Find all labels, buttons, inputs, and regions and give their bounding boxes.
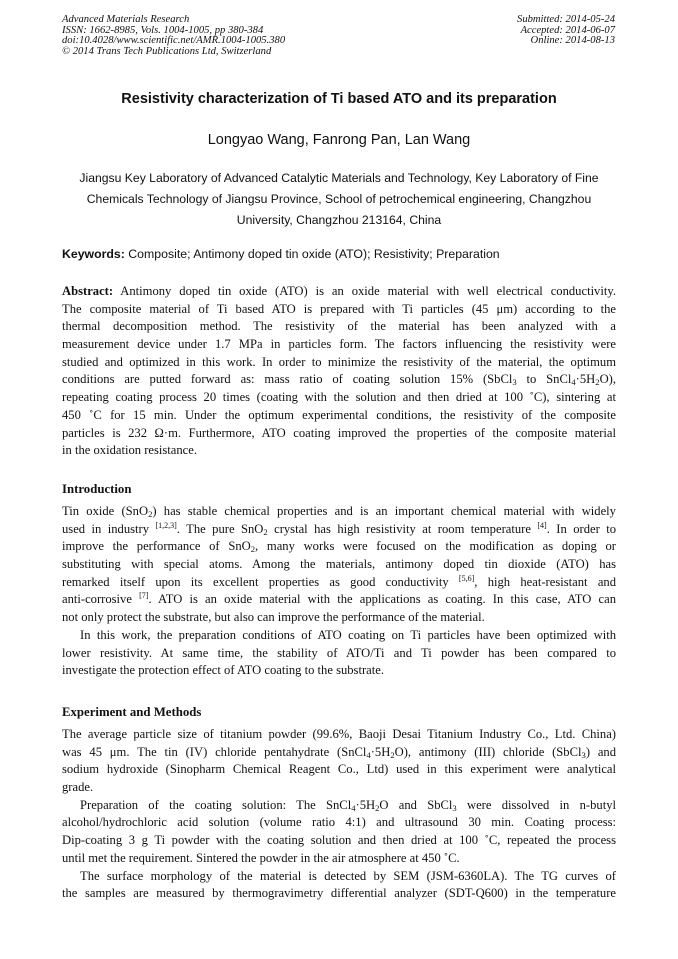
intro-line: remarked itself upon its excellent properties as good conductivity [5,6], high heat-resistant and [62,573,616,589]
section-heading-methods: Experiment and Methods [62,705,202,719]
abstract-line: particles is 232 Ω·m. Furthermore, ATO coating improved the properties of the composite material [62,425,616,440]
intro-line: not only protect the substrate, but also can improve the performance of the material. [62,610,485,625]
intro-line: substituting with special atoms. Among the materials, antimony doped tin dioxide (ATO) has [62,557,616,572]
dates-info [517,15,615,47]
submitted-date: Submitted: 2014-05-24 [517,14,615,25]
methods-line: The average particle size of titanium powder (99.6%, Baoji Desai Titanium Industry Co., Ltd. China) [62,727,616,741]
abstract-line: The composite material of Ti based ATO is prepared with Ti particles (45 μm) according to the [62,301,616,316]
methods-line: The surface morphology of the material is detected by SEM (JSM-6360LA). The TG curves of [80,868,616,883]
abstract-line: conditions are putted forward as: mass ratio of coating solution 15% (SbCl$_3$ to $SnCl_4\cdot 5H_2O$), [62,372,616,388]
affiliation-line: Chemicals Technology of Jiangsu Province, School of petrochemical engineering, Changzhou [86,192,592,206]
abstract-line: measurement device under 1.7 MPa in particles form. The factors influencing the resistivity were [62,337,616,352]
methods-line: Preparation of the coating solution: The $SnCl_4\cdot 5H_2O$ and SbCl$_3$ were dissolved in n-butyl [80,797,616,813]
intro-line: anti-corrosive [7]. ATO is an oxide material with the applications as coating. In this case, ATO can [62,591,616,607]
intro-line: investigate the protection effect of ATO coating to the substrate. [62,663,384,678]
section-heading-introduction: Introduction [62,482,132,496]
abstract-line: Abstract: Antimony doped tin oxide (ATO) is an oxide material with well electrical conductivity. [62,284,616,298]
abstract-line: 450 ˚C for 15 min. Under the optimum experimental conditions, the resistivity of the composite [62,407,616,422]
methods-line: grade. [62,780,94,795]
methods-line: alcohol/hydrochloric acid solution (volume ratio 4:1) and ultrasound 30 min. Coating process: [62,815,616,830]
abstract-label: Abstract: [62,284,114,298]
journal-info [62,15,285,57]
abstract-line: in the oxidation resistance. [62,443,197,458]
affiliation-line: Jiangsu Key Laboratory of Advanced Catalytic Materials and Technology, Key Laboratory of Fine [79,171,599,185]
introduction-body [62,503,616,680]
issn-line: ISSN: 1662-8985, Vols. 1004-1005, pp 380-384 [62,24,264,36]
methods-line: Dip-coating 3 g Ti powder with the coating solution and then dried at 100 ˚C, repeated the process [62,833,616,848]
methods-line: sodium hydroxide (Sinopharm Chemical Reagent Co., Ltd) used in this experiment were analytical [62,762,616,777]
keywords [62,247,616,261]
accepted-date: Accepted: 2014-06-07 [520,24,615,36]
abstract-line: thermal decomposition method. The resistivity of the material has been analyzed with a [62,319,616,334]
online-date: Online: 2014-08-13 [530,35,615,47]
abstract-line: repeating coating process 20 times (coating with the solution and then dried at 100 ˚C), sintering at [62,390,616,405]
methods-line: until met the requirement. Sintered the powder in the air atmosphere at 450 ˚C. [62,850,460,865]
intro-line: Tin oxide (SnO$_2$) has stable chemical properties and is an important chemical material with widely [62,504,616,519]
methods-line: was 45 μm. The tin (IV) chloride pentahydrate $(SnCl_4\cdot 5H_2O)$, antimony (III) chloride (SbCl$_3$) and [62,744,617,760]
intro-line: used in industry [1,2,3]. The pure SnO$_2$ crystal has high resistivity at room temperature [4]. In order to [62,520,617,537]
intro-line: improve the performance of SnO$_2$, many works were focused on the modification as doping or [62,539,617,555]
abstract-line: studied and optimized in this work. In order to minimize the resistivity of the material, the optimum [62,354,616,369]
affiliation [62,168,616,231]
methods-body [62,726,616,903]
methods-line: the samples are measured by thermogravimetry differential analyzer (SDT-Q600) in the temperature [62,886,616,901]
keywords-label: Keywords: [62,247,125,261]
keywords-text: Composite; Antimony doped tin oxide (ATO); Resistivity; Preparation [128,247,500,261]
author-list: Longyao Wang, Fanrong Pan, Lan Wang [207,132,471,148]
copyright-line: © 2014 Trans Tech Publications Ltd, Switzerland [62,45,272,57]
journal-name: Advanced Materials Research [62,14,190,25]
affiliation-line: University, Changzhou 213164, China [236,213,442,227]
doi-line: doi:10.4028/www.scientific.net/AMR.1004-1005.380 [62,35,286,47]
intro-line: lower resistivity. At same time, the stability of ATO/Ti and Ti powder has been compared to [62,645,616,660]
intro-line: In this work, the preparation conditions of ATO coating on Ti particles have been optimized with [80,627,616,642]
paper-title: Resistivity characterization of Ti based ATO and its preparation [121,91,557,107]
abstract [62,283,616,460]
